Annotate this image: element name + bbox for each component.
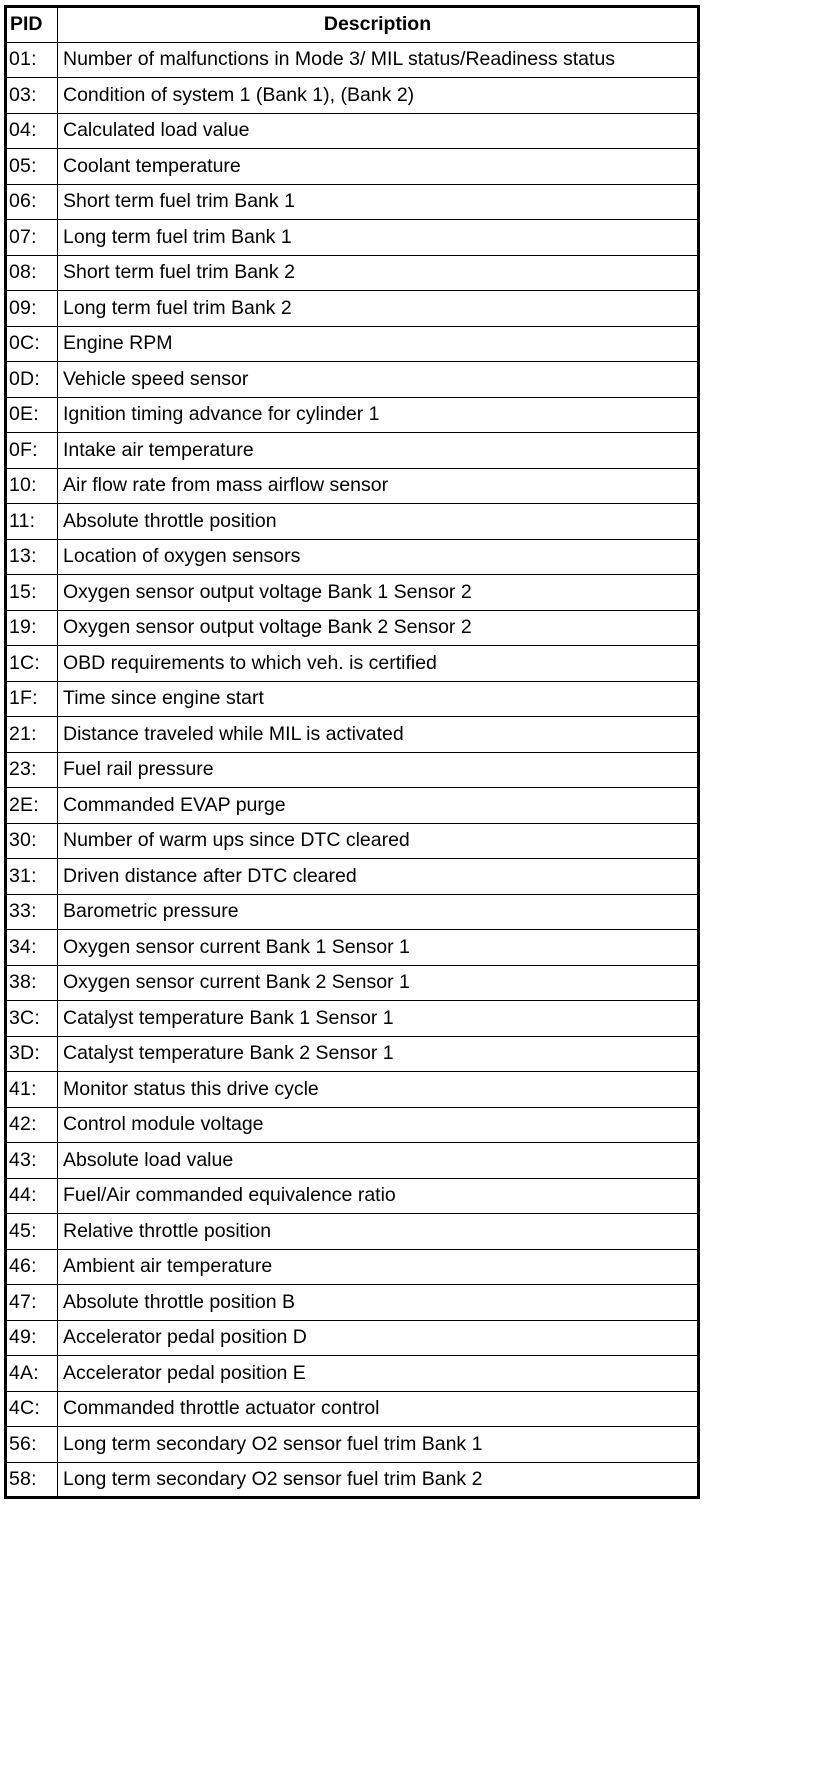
table-row bbox=[6, 1249, 699, 1285]
table-row bbox=[6, 539, 699, 575]
pid-description-table bbox=[4, 5, 700, 1499]
description-cell: Number of malfunctions in Mode 3/ MIL status/Readiness status bbox=[58, 42, 699, 78]
description-cell: Absolute load value bbox=[58, 1143, 699, 1179]
pid-cell: 33: bbox=[6, 894, 58, 930]
table-row bbox=[6, 255, 699, 291]
table-row bbox=[6, 184, 699, 220]
pid-cell: 58: bbox=[6, 1462, 58, 1498]
table-row bbox=[6, 1001, 699, 1037]
description-cell: Engine RPM bbox=[58, 326, 699, 362]
table-row bbox=[6, 468, 699, 504]
description-cell: Condition of system 1 (Bank 1), (Bank 2) bbox=[58, 78, 699, 114]
description-cell: Catalyst temperature Bank 2 Sensor 1 bbox=[58, 1036, 699, 1072]
pid-cell: 21: bbox=[6, 717, 58, 753]
pid-cell: 43: bbox=[6, 1143, 58, 1179]
pid-cell: 09: bbox=[6, 291, 58, 327]
table-row bbox=[6, 752, 699, 788]
table-row bbox=[6, 1285, 699, 1321]
description-cell: Commanded throttle actuator control bbox=[58, 1391, 699, 1427]
table-row bbox=[6, 1143, 699, 1179]
description-cell: Short term fuel trim Bank 1 bbox=[58, 184, 699, 220]
table-row bbox=[6, 1462, 699, 1498]
table-row bbox=[6, 362, 699, 398]
pid-cell: 46: bbox=[6, 1249, 58, 1285]
pid-cell: 06: bbox=[6, 184, 58, 220]
description-cell: Short term fuel trim Bank 2 bbox=[58, 255, 699, 291]
description-cell: Driven distance after DTC cleared bbox=[58, 859, 699, 895]
pid-cell: 0F: bbox=[6, 433, 58, 469]
description-cell: Oxygen sensor output voltage Bank 1 Sensor 2 bbox=[58, 575, 699, 611]
table-row bbox=[6, 1178, 699, 1214]
pid-cell: 11: bbox=[6, 504, 58, 540]
pid-cell: 01: bbox=[6, 42, 58, 78]
table-row bbox=[6, 823, 699, 859]
description-cell: Monitor status this drive cycle bbox=[58, 1072, 699, 1108]
pid-cell: 04: bbox=[6, 113, 58, 149]
table-row bbox=[6, 291, 699, 327]
description-cell: Ignition timing advance for cylinder 1 bbox=[58, 397, 699, 433]
table-header-row bbox=[6, 7, 699, 43]
table-body bbox=[6, 42, 699, 1498]
description-cell: Coolant temperature bbox=[58, 149, 699, 185]
table-row bbox=[6, 646, 699, 682]
description-cell: Location of oxygen sensors bbox=[58, 539, 699, 575]
pid-cell: 05: bbox=[6, 149, 58, 185]
pid-cell: 4C: bbox=[6, 1391, 58, 1427]
pid-cell: 3C: bbox=[6, 1001, 58, 1037]
description-cell: Absolute throttle position B bbox=[58, 1285, 699, 1321]
description-cell: Intake air temperature bbox=[58, 433, 699, 469]
description-cell: Barometric pressure bbox=[58, 894, 699, 930]
table-row bbox=[6, 42, 699, 78]
description-cell: Control module voltage bbox=[58, 1107, 699, 1143]
pid-cell: 0D: bbox=[6, 362, 58, 398]
description-cell: Accelerator pedal position E bbox=[58, 1356, 699, 1392]
table-row bbox=[6, 575, 699, 611]
pid-cell: 42: bbox=[6, 1107, 58, 1143]
pid-cell: 1C: bbox=[6, 646, 58, 682]
table-row bbox=[6, 326, 699, 362]
pid-cell: 45: bbox=[6, 1214, 58, 1250]
table-row bbox=[6, 1107, 699, 1143]
pid-cell: 2E: bbox=[6, 788, 58, 824]
table-row bbox=[6, 397, 699, 433]
pid-cell: 30: bbox=[6, 823, 58, 859]
description-cell: Oxygen sensor current Bank 2 Sensor 1 bbox=[58, 965, 699, 1001]
table-row bbox=[6, 113, 699, 149]
description-cell: Oxygen sensor output voltage Bank 2 Sensor 2 bbox=[58, 610, 699, 646]
description-cell: Distance traveled while MIL is activated bbox=[58, 717, 699, 753]
description-cell: Vehicle speed sensor bbox=[58, 362, 699, 398]
pid-cell: 15: bbox=[6, 575, 58, 611]
table-row bbox=[6, 1072, 699, 1108]
pid-cell: 19: bbox=[6, 610, 58, 646]
pid-cell: 0E: bbox=[6, 397, 58, 433]
description-cell: Accelerator pedal position D bbox=[58, 1320, 699, 1356]
pid-cell: 07: bbox=[6, 220, 58, 256]
description-cell: Ambient air temperature bbox=[58, 1249, 699, 1285]
table-row bbox=[6, 1036, 699, 1072]
pid-cell: 38: bbox=[6, 965, 58, 1001]
table-row bbox=[6, 717, 699, 753]
description-cell: Long term fuel trim Bank 2 bbox=[58, 291, 699, 327]
description-cell: Fuel rail pressure bbox=[58, 752, 699, 788]
table-row bbox=[6, 610, 699, 646]
pid-cell: 41: bbox=[6, 1072, 58, 1108]
table-row bbox=[6, 859, 699, 895]
description-cell: Absolute throttle position bbox=[58, 504, 699, 540]
table-row bbox=[6, 1214, 699, 1250]
description-cell: Calculated load value bbox=[58, 113, 699, 149]
table-row bbox=[6, 433, 699, 469]
description-cell: OBD requirements to which veh. is certified bbox=[58, 646, 699, 682]
description-cell: Number of warm ups since DTC cleared bbox=[58, 823, 699, 859]
description-column-header: Description bbox=[58, 7, 699, 43]
pid-cell: 0C: bbox=[6, 326, 58, 362]
description-cell: Relative throttle position bbox=[58, 1214, 699, 1250]
pid-cell: 44: bbox=[6, 1178, 58, 1214]
description-cell: Long term secondary O2 sensor fuel trim Bank 1 bbox=[58, 1427, 699, 1463]
description-cell: Catalyst temperature Bank 1 Sensor 1 bbox=[58, 1001, 699, 1037]
pid-column-header: PID bbox=[6, 7, 58, 43]
description-cell: Commanded EVAP purge bbox=[58, 788, 699, 824]
description-cell: Time since engine start bbox=[58, 681, 699, 717]
description-cell: Fuel/Air commanded equivalence ratio bbox=[58, 1178, 699, 1214]
table-row bbox=[6, 78, 699, 114]
pid-cell: 49: bbox=[6, 1320, 58, 1356]
pid-cell: 10: bbox=[6, 468, 58, 504]
table-row bbox=[6, 1427, 699, 1463]
pid-cell: 56: bbox=[6, 1427, 58, 1463]
pid-cell: 3D: bbox=[6, 1036, 58, 1072]
pid-cell: 13: bbox=[6, 539, 58, 575]
pid-cell: 4A: bbox=[6, 1356, 58, 1392]
table-row bbox=[6, 1320, 699, 1356]
table-row bbox=[6, 504, 699, 540]
table-row bbox=[6, 965, 699, 1001]
description-cell: Air flow rate from mass airflow sensor bbox=[58, 468, 699, 504]
pid-cell: 08: bbox=[6, 255, 58, 291]
table-row bbox=[6, 149, 699, 185]
pid-cell: 23: bbox=[6, 752, 58, 788]
pid-cell: 34: bbox=[6, 930, 58, 966]
pid-cell: 31: bbox=[6, 859, 58, 895]
pid-cell: 03: bbox=[6, 78, 58, 114]
table-row bbox=[6, 220, 699, 256]
pid-cell: 47: bbox=[6, 1285, 58, 1321]
table-row bbox=[6, 1356, 699, 1392]
pid-cell: 1F: bbox=[6, 681, 58, 717]
table-row bbox=[6, 788, 699, 824]
description-cell: Long term secondary O2 sensor fuel trim Bank 2 bbox=[58, 1462, 699, 1498]
table-row bbox=[6, 1391, 699, 1427]
table-row bbox=[6, 930, 699, 966]
description-cell: Oxygen sensor current Bank 1 Sensor 1 bbox=[58, 930, 699, 966]
table-row bbox=[6, 681, 699, 717]
table-row bbox=[6, 894, 699, 930]
description-cell: Long term fuel trim Bank 1 bbox=[58, 220, 699, 256]
